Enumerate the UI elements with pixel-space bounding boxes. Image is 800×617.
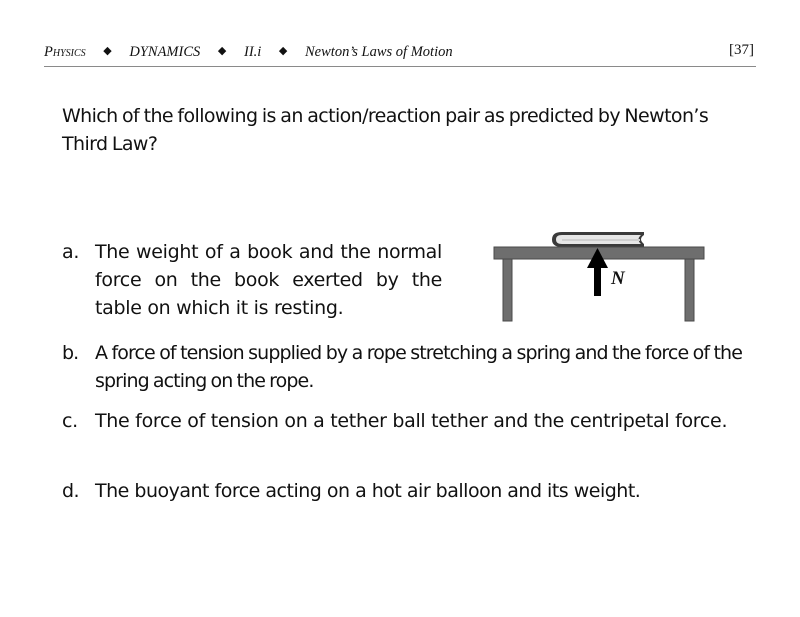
breadcrumb [44,44,453,61]
diamond-separator-icon: ◆ [217,45,227,57]
breadcrumb-section: II.i [243,44,262,60]
option-letter: d. [62,480,80,502]
diamond-separator-icon: ◆ [278,45,288,57]
option-text: The weight of a book and the normal force on the book exerted by the table on which it is resting. [95,241,442,319]
option-text: The buoyant force acting on a hot air balloon and its weight. [95,480,641,502]
force-label-n: N [611,268,625,289]
breadcrumb-subject: Physics [44,44,86,60]
answer-option-c [62,407,742,435]
answer-option-a [62,238,442,322]
page-number: [37] [729,42,754,58]
breadcrumb-unit: DYNAMICS [129,44,201,60]
option-text: A force of tension supplied by a rope stretching a spring and the force of the spring acting on the rope. [95,342,742,392]
page-header [44,40,756,67]
option-text: The force of tension on a tether ball tether and the centripetal force. [95,410,728,432]
option-letter: b. [62,342,79,364]
answer-option-d [62,477,742,505]
option-letter: a. [62,241,80,263]
answer-option-b [62,339,742,395]
breadcrumb-topic: Newton’s Laws of Motion [305,44,453,60]
book-icon [552,232,644,247]
question-text: Which of the following is an action/reaction pair as predicted by Newton’s Third Law? [62,105,709,155]
option-letter: c. [62,410,78,432]
diamond-separator-icon: ◆ [103,45,112,57]
book-on-table-diagram [492,226,708,326]
